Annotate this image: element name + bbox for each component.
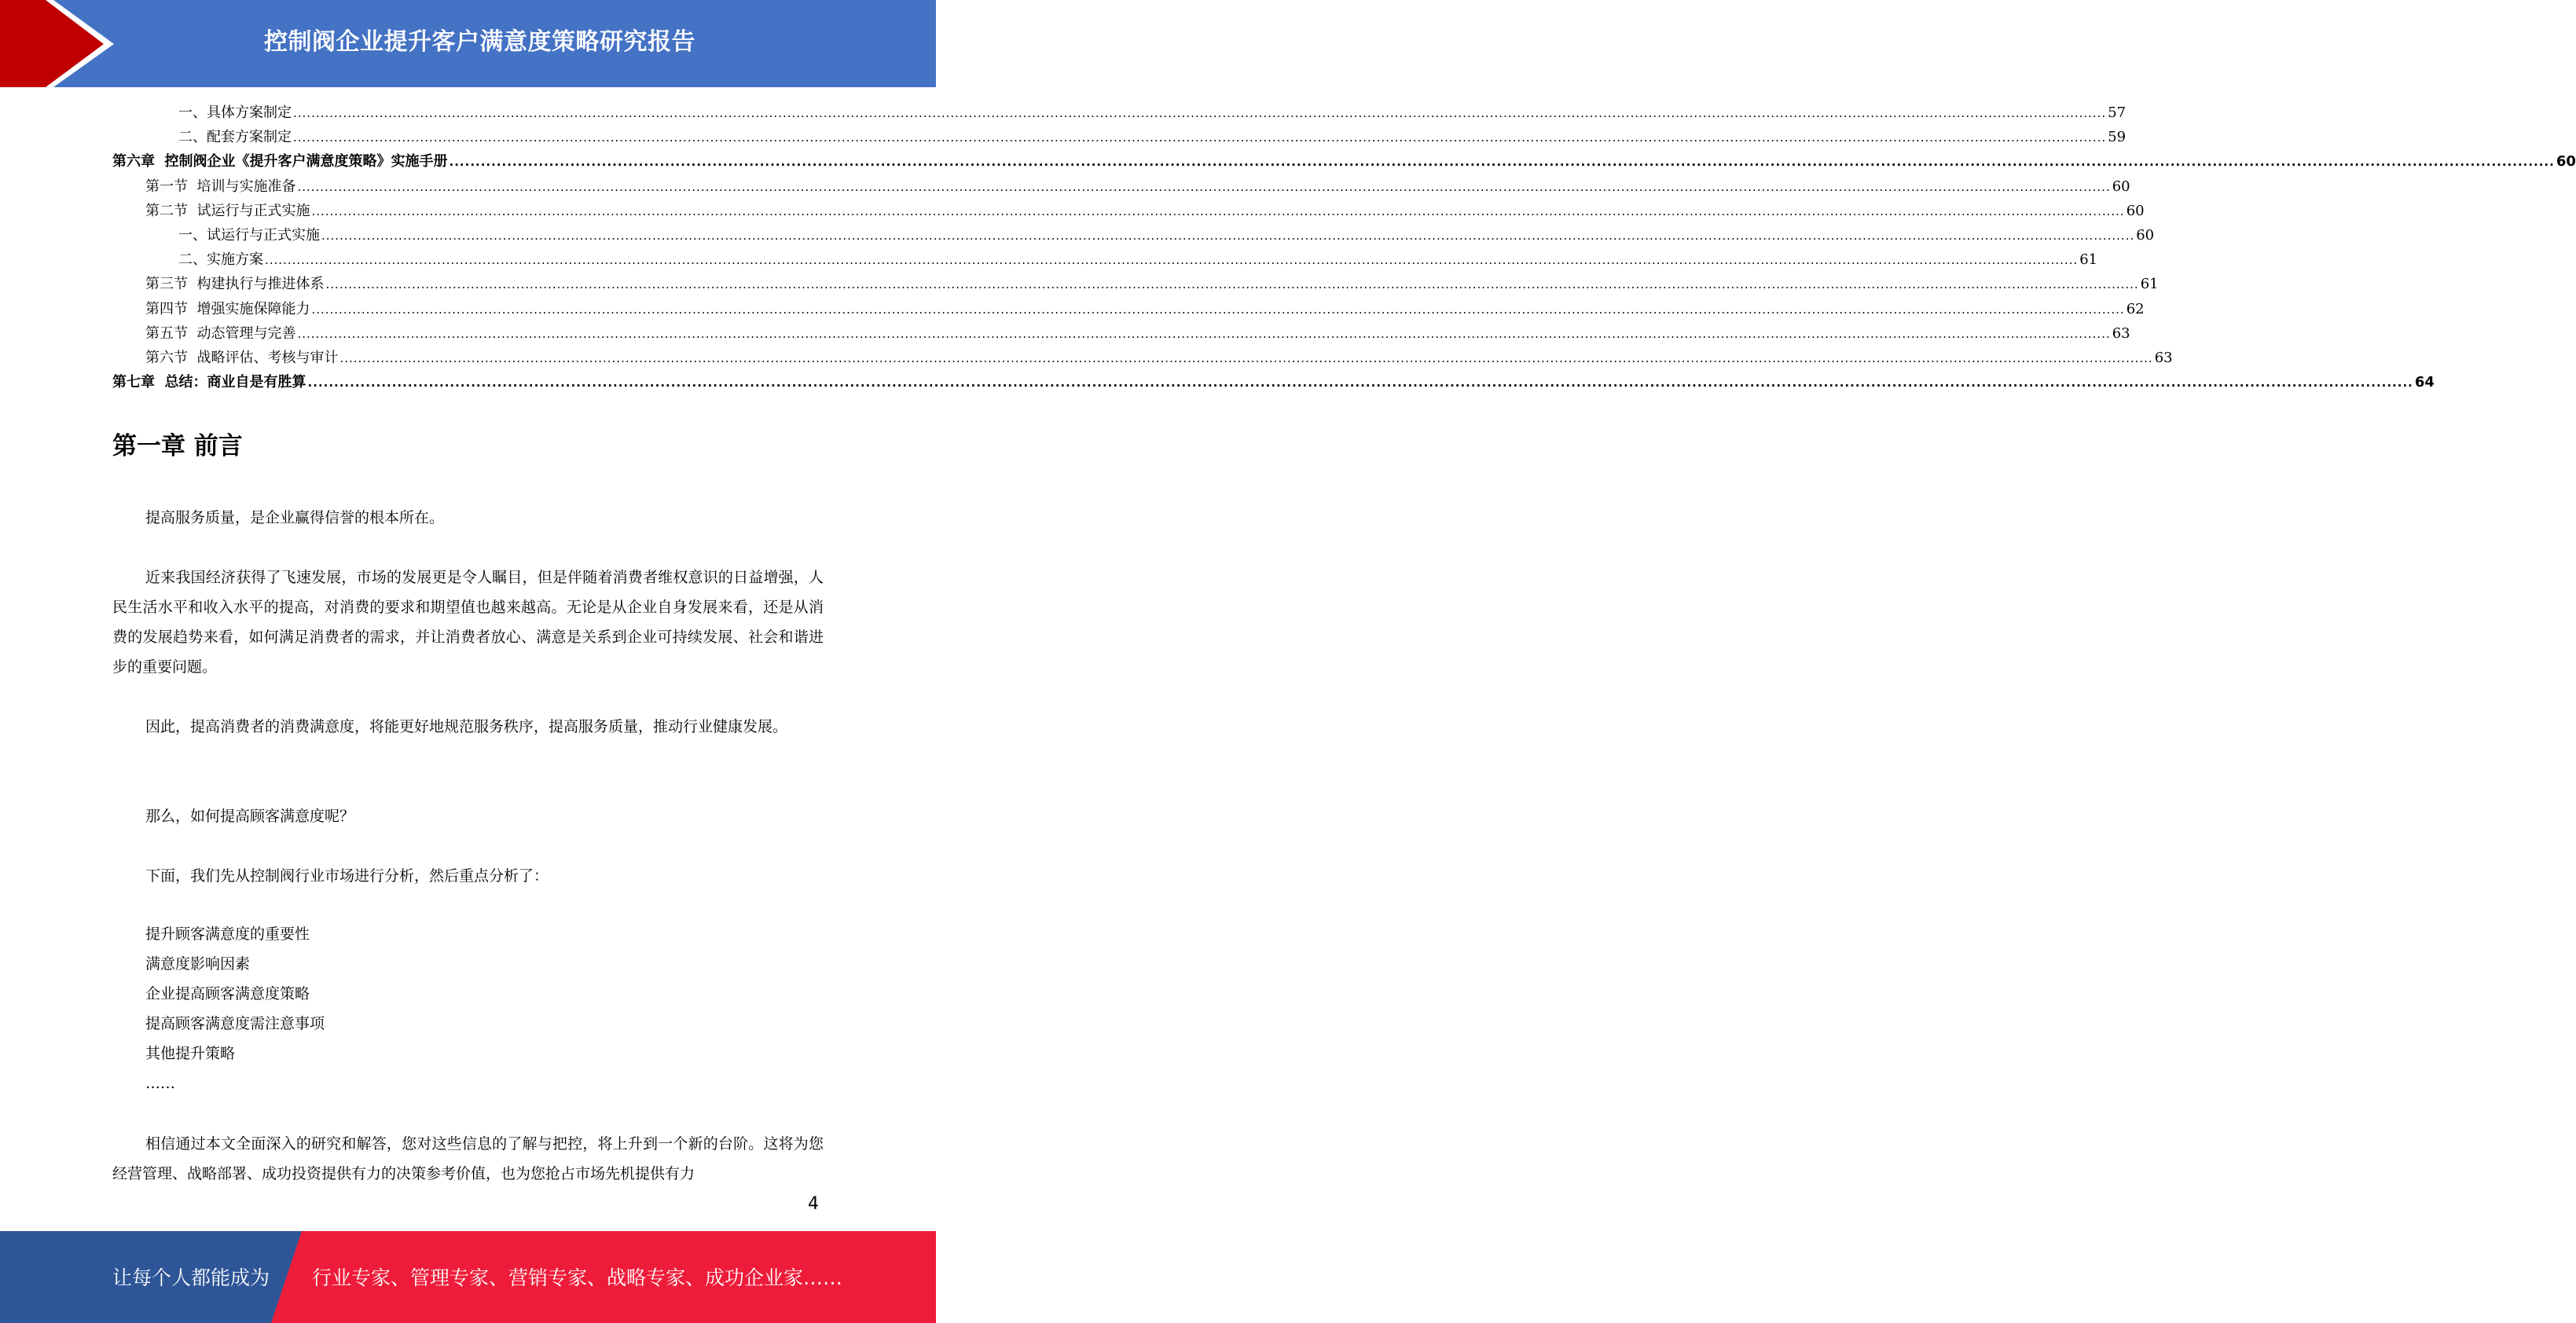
list-item: 其他提升策略: [145, 1045, 236, 1062]
paragraph-3: 因此，提高消费者的消费满意度，将能更好地规范服务秩序，提高服务质量，推动行业健康发展。: [145, 718, 788, 735]
toc-entry-title: 二、配套方案制定: [178, 129, 292, 146]
table-of-contents: [112, 101, 2576, 394]
toc-entry[interactable]: [112, 247, 2098, 272]
footer-slogan-right: 行业专家、管理专家、营销专家、战略专家、成功企业家……: [312, 1266, 843, 1289]
page-header: [0, 0, 936, 87]
toc-entry-title: 第五节 动态管理与完善: [145, 324, 296, 342]
page-number: 4: [808, 1194, 819, 1214]
toc-entry[interactable]: [112, 125, 2126, 149]
paragraph-2: 近来我国经济获得了飞速发展，市场的发展更是令人瞩目，但是伴随着消费者维权意识的日益增强，人民生活水平和收入水平的提高，对消费的要求和期望值也越来越高。无论是从企业自身发展来看，还是从消费的发展趋势来看，如何满足消费者的需求，并让消费者放心、满意是关系到企业可持续发展、社会和谐进步的重要问题。: [112, 569, 824, 676]
toc-entry-title: 一、试运行与正式实施: [178, 226, 320, 244]
toc-entry-page: 60: [2556, 153, 2576, 170]
analysis-topic-list: [145, 919, 325, 1098]
toc-entry-page: 64: [2414, 374, 2435, 391]
toc-leader-dots: ................................................................................................................................................................................................................................................................................................................................................................................................................: [293, 106, 2107, 120]
toc-entry-page: 60: [2136, 226, 2155, 244]
paragraph-1: 提高服务质量，是企业赢得信誉的根本所在。: [145, 509, 445, 526]
toc-leader-dots: ................................................................................................................................................................................................................................................................................................................................................................................................................: [339, 350, 2153, 365]
toc-leader-dots: ................................................................................................................................................................................................................................................................................................................................................................................................................: [311, 203, 2125, 218]
toc-entry-title: 第一节 培训与实施准备: [145, 178, 296, 195]
chapter-title: 第一章 前言: [112, 432, 243, 460]
toc-entry-title: 一、具体方案制定: [178, 104, 292, 121]
toc-entry[interactable]: [112, 149, 2576, 174]
list-item: 提高顾客满意度需注意事项: [145, 1015, 325, 1032]
toc-entry[interactable]: [112, 101, 2126, 125]
toc-entry[interactable]: [112, 370, 2435, 394]
list-item: 企业提高顾客满意度策略: [145, 985, 310, 1002]
page-footer: [0, 1231, 936, 1323]
footer-slogan-left: 让每个人都能成为: [112, 1266, 270, 1289]
toc-entry-title: 第六节 战略评估、考核与审计: [145, 349, 339, 366]
paragraph-4: 那么，如何提高顾客满意度呢？: [145, 808, 355, 825]
toc-entry[interactable]: [112, 346, 2173, 370]
toc-entry-page: 61: [2140, 276, 2159, 293]
toc-leader-dots: ................................................................................................................................................................................................................................................................................................................................................................................................................: [293, 130, 2107, 145]
toc-entry[interactable]: [112, 174, 2130, 199]
toc-entry-page: 63: [2154, 349, 2173, 366]
paragraph-6: 相信通过本文全面深入的研究和解答，您对这些信息的了解与把控，将上升到一个新的台阶。这将为您经营管理、战略部署、成功投资提供有力的决策参考价值，也为您抢占市场先机提供有力: [112, 1135, 824, 1182]
toc-leader-dots: ................................................................................................................................................................................................................................................................................................................................................................................................................: [265, 253, 2079, 268]
toc-entry-page: 60: [2126, 202, 2145, 219]
paragraph-5: 下面，我们先从控制阀行业市场进行分析，然后重点分析了：: [145, 867, 549, 885]
list-item: ……: [145, 1075, 175, 1092]
list-item: 满意度影响因素: [145, 955, 251, 973]
toc-entry-title: 二、实施方案: [178, 251, 263, 269]
toc-entry[interactable]: [112, 321, 2130, 346]
toc-entry-page: 63: [2112, 324, 2130, 342]
toc-leader-dots: ................................................................................................................................................................................................................................................................................................................................................................................................................: [325, 277, 2139, 292]
toc-leader-dots: ................................................................................................................................................................................................................................................................................................................................................................................................................: [449, 155, 2555, 170]
report-title: 控制阀企业提升客户满意度策略研究报告: [264, 28, 695, 56]
toc-entry-title: 第三节 构建执行与推进体系: [145, 276, 325, 293]
toc-entry-title: 第四节 增强实施保障能力: [145, 300, 310, 317]
toc-leader-dots: ................................................................................................................................................................................................................................................................................................................................................................................................................: [297, 326, 2111, 341]
toc-entry-title: 第六章 控制阀企业《提升客户满意度策略》实施手册: [112, 153, 448, 170]
toc-leader-dots: ................................................................................................................................................................................................................................................................................................................................................................................................................: [297, 179, 2111, 194]
toc-leader-dots: ................................................................................................................................................................................................................................................................................................................................................................................................................: [311, 302, 2125, 317]
toc-entry-page: 61: [2079, 251, 2098, 269]
toc-entry-page: 62: [2126, 300, 2145, 317]
toc-entry-page: 57: [2108, 104, 2126, 121]
toc-leader-dots: ................................................................................................................................................................................................................................................................................................................................................................................................................: [307, 376, 2413, 390]
toc-leader-dots: ................................................................................................................................................................................................................................................................................................................................................................................................................: [321, 228, 2135, 243]
toc-entry-page: 59: [2108, 129, 2126, 146]
toc-entry[interactable]: [112, 199, 2145, 223]
toc-entry[interactable]: [112, 297, 2145, 321]
toc-entry[interactable]: [112, 272, 2159, 296]
list-item: 提升顾客满意度的重要性: [145, 925, 310, 943]
toc-entry-page: 60: [2112, 178, 2130, 195]
toc-entry-title: 第七章 总结：商业自是有胜算: [112, 374, 306, 391]
toc-entry-title: 第二节 试运行与正式实施: [145, 202, 310, 219]
toc-entry[interactable]: [112, 223, 2155, 247]
